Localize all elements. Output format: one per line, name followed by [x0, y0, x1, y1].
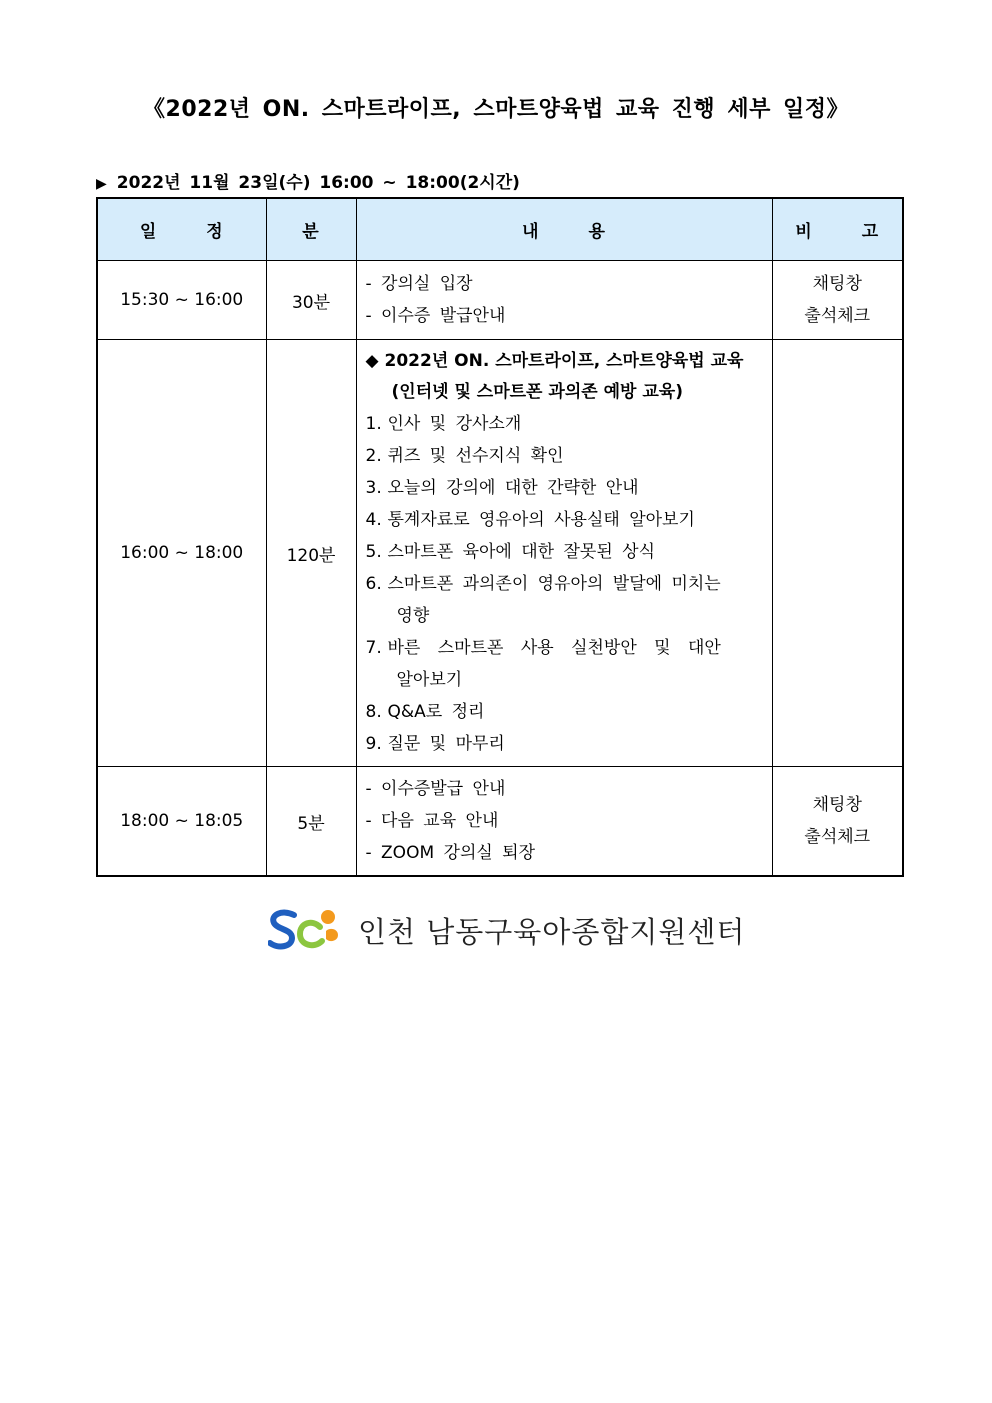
list-item: 3. 오늘의 강의에 대한 간략한 안내	[365, 478, 639, 498]
list-item: 2. 퀴즈 및 선수지식 확인	[365, 446, 564, 466]
list-item: 9. 질문 및 마무리	[365, 734, 505, 754]
row-minutes: 5분	[266, 767, 356, 877]
list-item-continuation: 영향	[396, 606, 430, 626]
row-minutes: 120분	[266, 340, 356, 767]
program-heading	[366, 346, 762, 408]
content-line: - 강의실 입장	[365, 274, 473, 294]
datetime-text: 2022년 11월 23일(수) 16:00 ~ 18:00(2시간)	[116, 173, 520, 193]
list-item: 7. 바른 스마트폰 사용 실천방안 및 대안	[365, 638, 721, 658]
row-time: 16:00 ~ 18:00	[97, 340, 266, 767]
table-row	[97, 340, 903, 767]
organization-name: 인천 남동구육아종합지원센터	[358, 914, 746, 949]
content-line: - 이수증 발급안내	[365, 306, 506, 326]
table-header-row	[97, 198, 903, 261]
row-time: 15:30 ~ 16:00	[97, 261, 266, 340]
note-line: 채팅창	[812, 795, 862, 815]
table-row	[97, 767, 903, 877]
document-title: 《2022년 ON. 스마트라이프, 스마트양육법 교육 진행 세부 일정》	[143, 97, 849, 122]
diamond-icon: ◆	[365, 351, 379, 371]
header-content: 내 용	[356, 198, 772, 261]
note-line: 출석체크	[804, 827, 871, 847]
list-item-continuation: 알아보기	[396, 670, 463, 690]
list-item: 4. 통계자료로 영유아의 사용실태 알아보기	[365, 510, 695, 530]
content-line: - 다음 교육 안내	[365, 811, 499, 831]
program-subheading: (인터넷 및 스마트폰 과의존 예방 교육)	[391, 382, 683, 402]
list-item: 8. Q&A로 정리	[365, 702, 485, 722]
row-content	[356, 261, 772, 340]
triangle-right-icon: ▶	[96, 176, 107, 192]
sc-logo-icon	[268, 907, 346, 953]
table-row	[97, 261, 903, 340]
content-line: - ZOOM 강의실 퇴장	[365, 843, 536, 863]
row-note	[772, 767, 903, 877]
row-note	[772, 261, 903, 340]
header-note: 비 고	[772, 198, 903, 261]
row-minutes: 30분	[266, 261, 356, 340]
schedule-table	[96, 197, 904, 877]
row-time: 18:00 ~ 18:05	[97, 767, 266, 877]
list-item: 1. 인사 및 강사소개	[365, 414, 522, 434]
header-schedule: 일 정	[97, 198, 266, 261]
program-heading-text: 2022년 ON. 스마트라이프, 스마트양육법 교육	[384, 351, 744, 371]
note-line: 채팅창	[812, 274, 862, 294]
note-line: 출석체크	[804, 306, 871, 326]
list-item: 5. 스마트폰 육아에 대한 잘못된 상식	[365, 542, 656, 562]
list-item: 6. 스마트폰 과의존이 영유아의 발달에 미치는	[365, 574, 721, 594]
header-minutes: 분	[266, 198, 356, 261]
schedule-datetime	[96, 168, 520, 193]
organization-logo	[268, 905, 745, 955]
row-content	[356, 340, 772, 767]
row-note	[772, 340, 903, 767]
content-line: - 이수증발급 안내	[365, 779, 506, 799]
row-content	[356, 767, 772, 877]
